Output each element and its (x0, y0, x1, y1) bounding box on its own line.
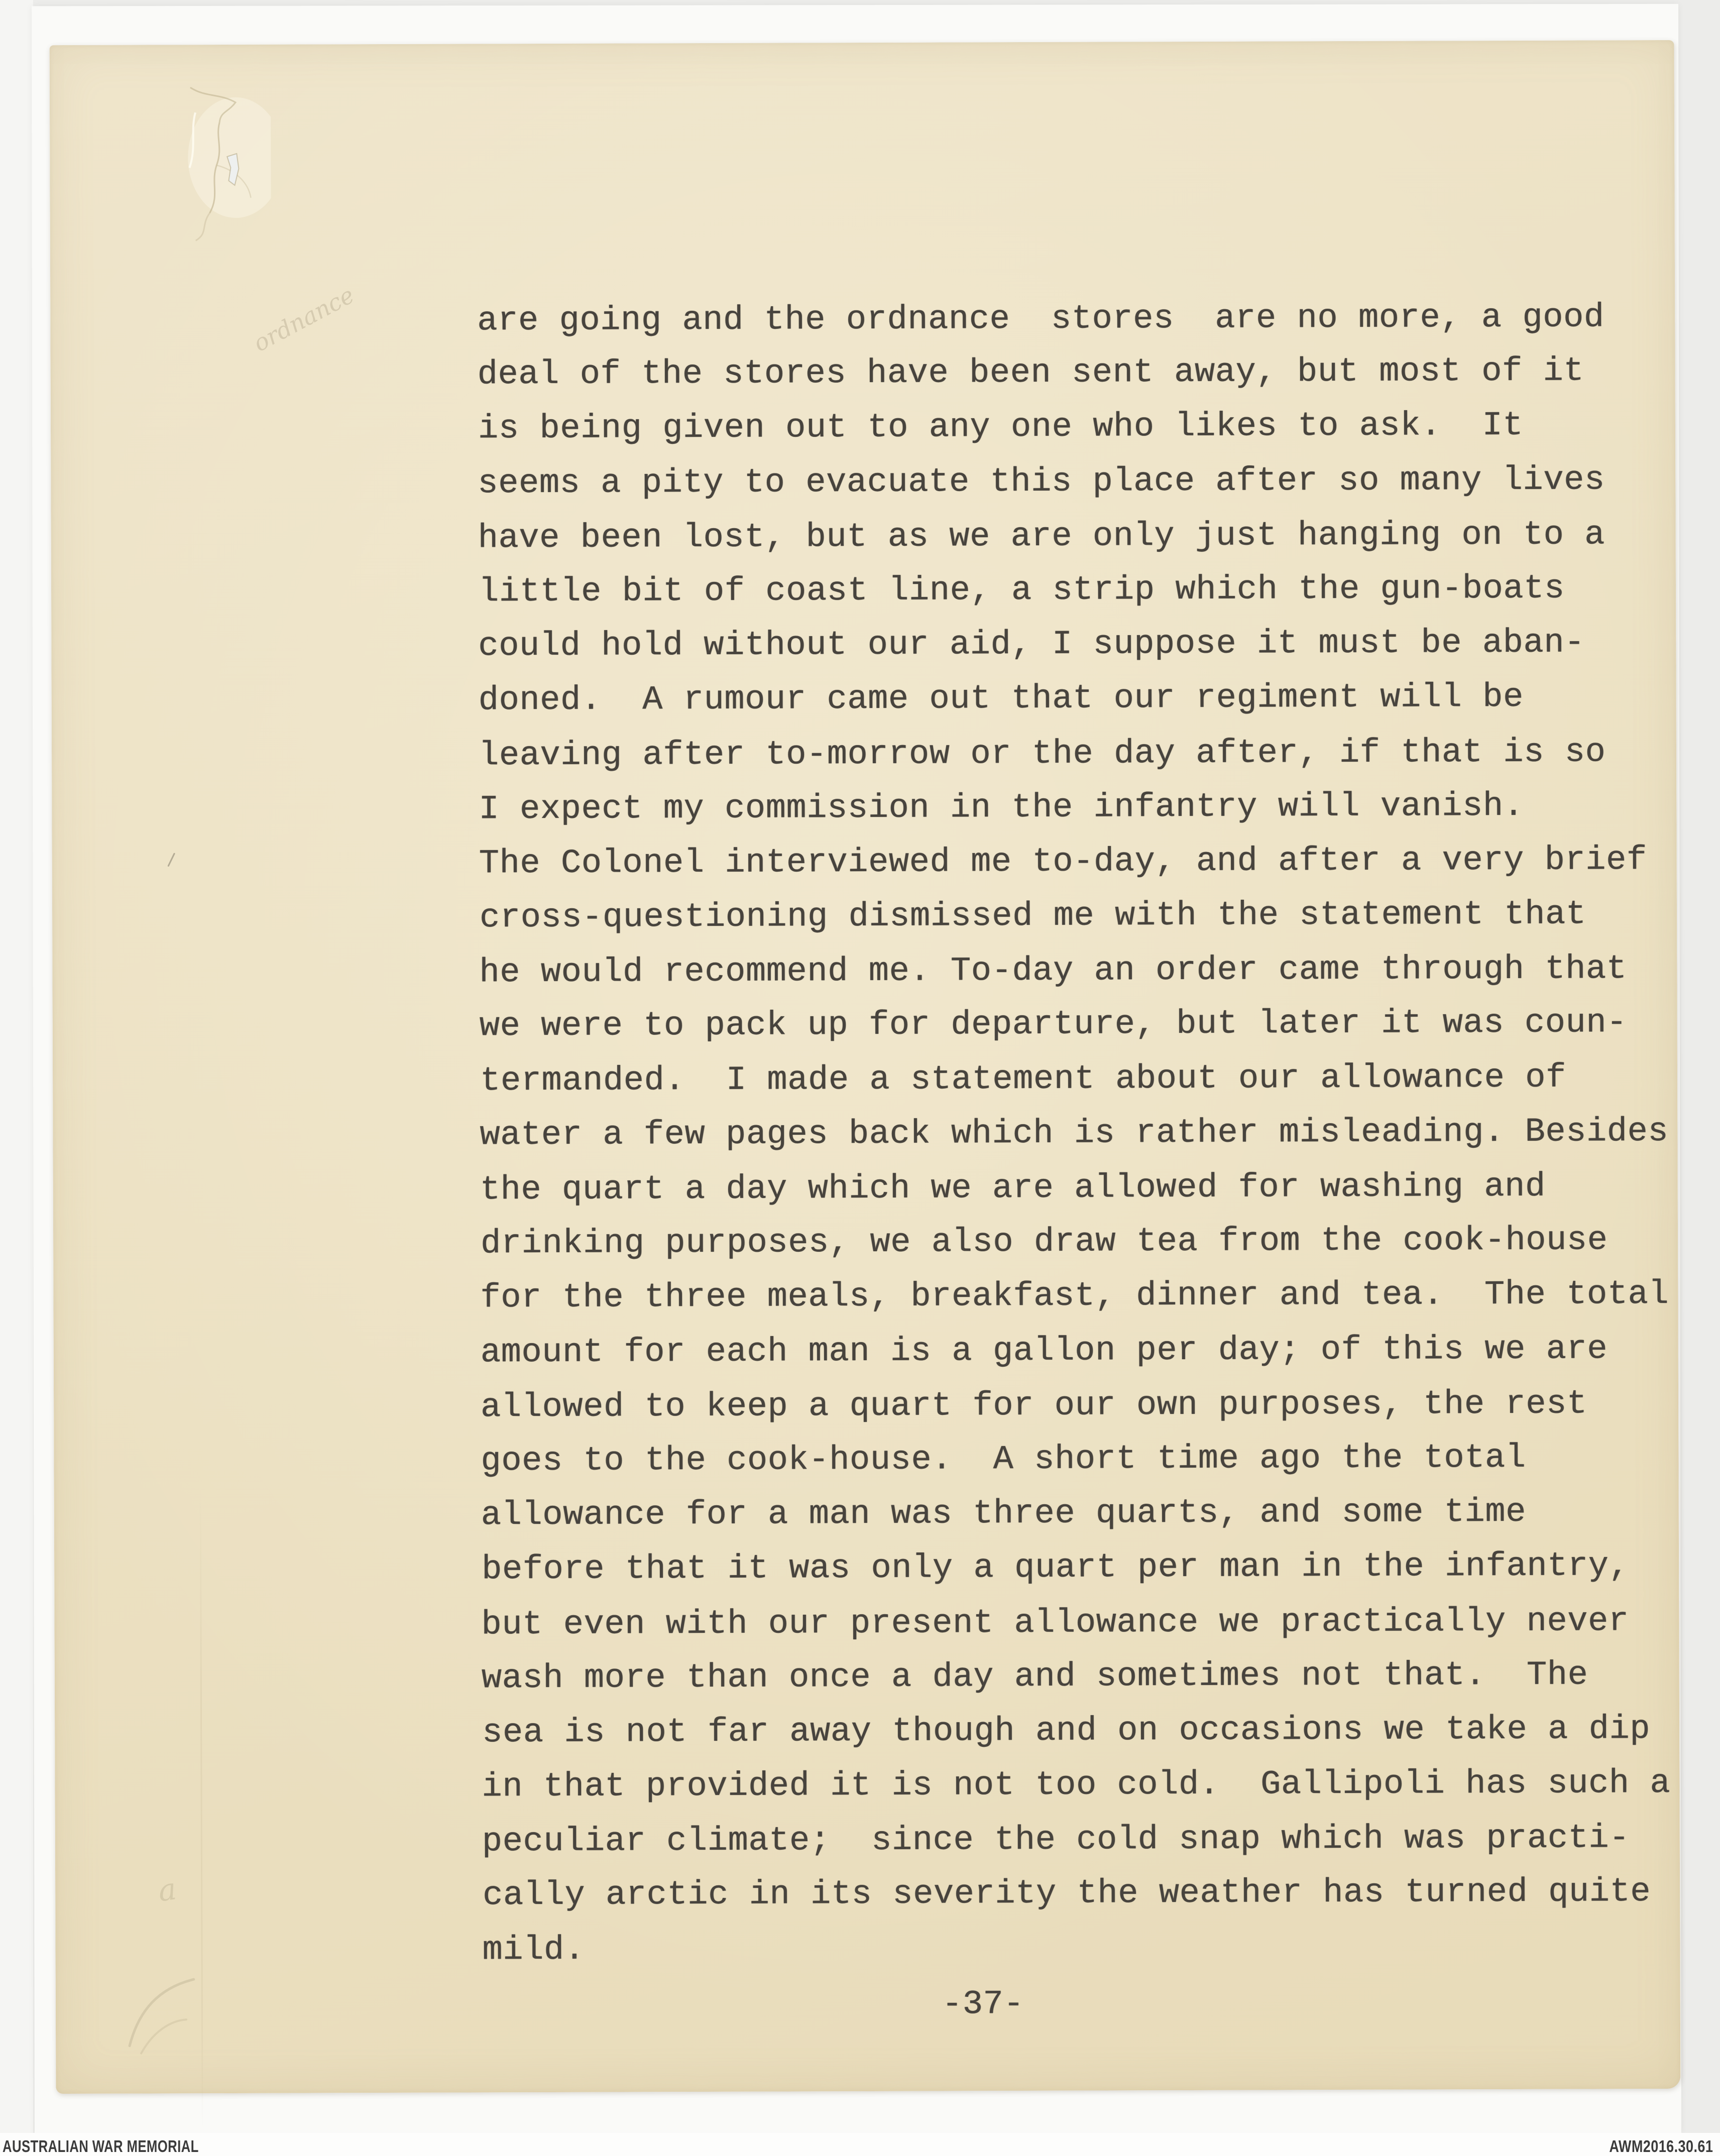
typed-line: water a few pages back which is rather misleading. Besides (480, 1112, 1669, 1155)
typed-line: he would recommend me. To-day an order came through that (479, 950, 1627, 992)
typed-line: before that it was only a quart per man in the infantry, (482, 1547, 1630, 1589)
typed-line: little bit of coast line, a strip which the gun-boats (478, 569, 1565, 612)
footer-band (0, 2133, 1720, 2156)
typed-line: peculiar climate; since the cold snap which was practi- (482, 1819, 1630, 1861)
typed-line: the quart a day which we are allowed for washing and (480, 1167, 1546, 1210)
typed-line: have been lost, but as we are only just hanging on to a (478, 516, 1606, 558)
paper-tear-decoration (160, 82, 271, 244)
typed-line: doned. A rumour came out that our regiment will be (478, 678, 1524, 720)
typed-line: allowance for a man was three quarts, and some time (481, 1493, 1527, 1535)
pencil-annotation-word: ordnance (249, 281, 359, 357)
pencil-annotation-letter: a (156, 1871, 179, 1909)
typed-line: but even with our present allowance we practically never (481, 1602, 1629, 1644)
page-number: -37- (942, 1985, 1024, 2024)
typed-line: for the three meals, breakfast, dinner and tea. The total (480, 1275, 1669, 1317)
typed-line: termanded. I made a statement about our allowance of (480, 1058, 1566, 1101)
document-page (50, 40, 1681, 2094)
typed-line: are going and the ordnance stores are no more, a good (477, 298, 1604, 340)
typed-line: cross-questioning dismissed me with the statement that (479, 895, 1586, 937)
typed-line: The Colonel interviewed me to-day, and after a very brief (479, 841, 1647, 883)
typed-line: I expect my commission in the infantry will vanish. (479, 787, 1524, 829)
pencil-scribble (124, 1965, 209, 2061)
typed-text-block (477, 290, 1688, 1977)
typed-line: goes to the cook-house. A short time ago the total (481, 1439, 1526, 1481)
typed-line: drinking purposes, we also draw tea from the cook-house (480, 1221, 1608, 1263)
pencil-tick-mark (167, 853, 175, 867)
archive-watermark: AUSTRALIAN WAR MEMORIAL (3, 2137, 199, 2155)
typed-line: wash more than once a day and sometimes not that. The (481, 1656, 1588, 1698)
typed-line: sea is not far away though and on occasions we take a dip (482, 1710, 1651, 1752)
typed-line: we were to pack up for departure, but later it was coun- (479, 1004, 1628, 1046)
catalog-number: AWM2016.30.61 (1609, 2137, 1713, 2155)
typed-line: deal of the stores have been sent away, but most of it (477, 352, 1584, 394)
typed-line: amount for each man is a gallon per day; of this we are (480, 1330, 1608, 1372)
typed-line: is being given out to any one who likes to ask. It (478, 407, 1524, 448)
typed-line: could hold without our aid, I suppose it must be aban- (478, 624, 1585, 666)
typed-line: cally arctic in its severity the weather has turned quite (483, 1873, 1651, 1915)
typed-line: allowed to keep a quart for our own purposes, the rest (481, 1385, 1587, 1427)
scanner-edge-strip (0, 0, 33, 2156)
typed-line: mild. (482, 1931, 585, 1970)
typed-line: seems a pity to evacuate this place after so many lives (478, 460, 1605, 503)
typed-line: leaving after to-morrow or the day after, if that is so (478, 733, 1606, 775)
typed-line: in that provided it is not too cold. Gallipoli has such a (482, 1764, 1671, 1807)
